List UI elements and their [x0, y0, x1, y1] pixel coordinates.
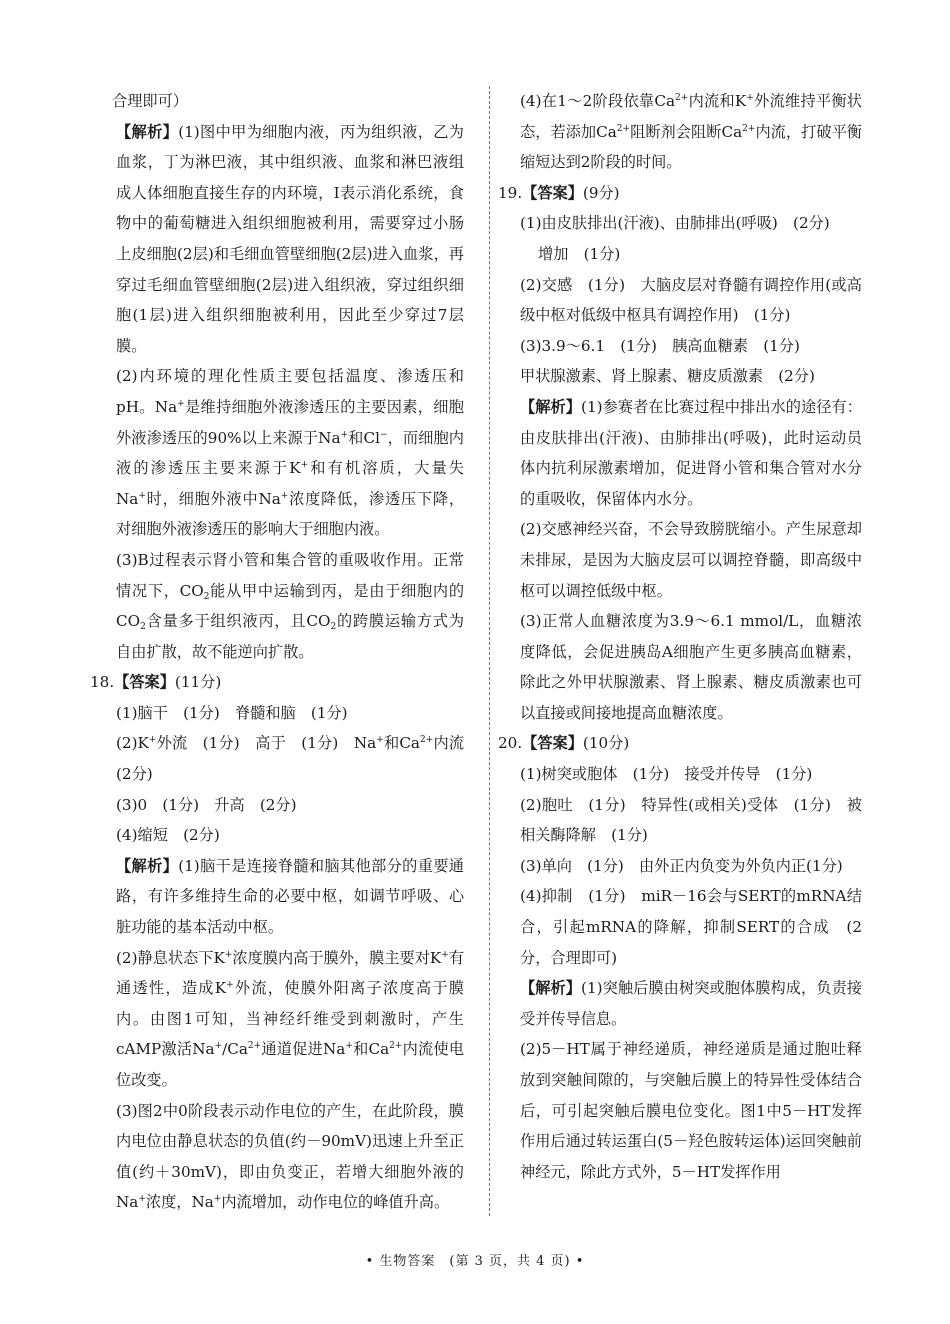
analysis-paragraph: (2)交感神经兴奋，不会导致膀胱缩小。产生尿意却未排尿，是因为大脑皮层可以调控脊髓，即高级中枢可以调控低级中枢。 — [520, 520, 862, 600]
answer-line: (2)K+外流 (1分) 高于 (1分) Na+和$Ca^{2+}$内流 (2分) — [116, 734, 480, 784]
answer-line: (1)由皮肤排出(汗液)、由肺排出(呼吸) (2分) — [520, 214, 830, 233]
answer-line: (2)胞吐 (1分) 特异性(或相关)受体 (1分) 被相关酶降解 (1分) — [520, 795, 862, 845]
answer-line: 增加 (1分) — [538, 244, 621, 263]
answer-line: (3)3.9～6.1 (1分) 胰高血糖素 (1分) — [520, 336, 800, 355]
left-column — [90, 86, 480, 1218]
question-18-header: 18.【答案】(11分) — [90, 673, 222, 692]
analysis-paragraph: 【解析】(1)突触后膜由树突或胞体膜构成，负责接受并传导信息。 — [520, 979, 862, 1028]
answer-line: (1)树突或胞体 (1分) 接受并传导 (1分) — [520, 765, 813, 784]
analysis-paragraph: (2)静息状态下K+浓度膜内高于膜外，膜主要对K+有通透性，造成K+外流，使膜外阳离子浓度高于膜内。由图1可知，当神经纤维受到刺激时，产生cAMP激活$Na^+/Ca^{2+}$通道促进Na+和$Ca^{2+}$内流使电位改变。 — [116, 948, 465, 1089]
analysis-paragraph: 【解析】(1)参赛者在比赛过程中排出水的途径有：由皮肤排出(汗液)、由肺排出(呼吸)，此时运动员体内抗利尿激素增加，促进肾小管和集合管对水分的重吸收，保留体内水分。 — [520, 397, 862, 508]
column-divider — [489, 86, 490, 1216]
right-column — [498, 86, 862, 1187]
question-20-header: 20.【答案】(10分) — [498, 734, 630, 753]
question-19-header: 19.【答案】(9分) — [498, 183, 620, 202]
analysis-tag: 【解析】 — [116, 122, 179, 141]
analysis-paragraph: (3)图2中0阶段表示动作电位的产生，在此阶段，膜内电位由静息状态的负值(约－90mV)迅速上升至正值(约＋30mV)，即由负变正，若增大细胞外液的Na+浓度，Na+内流增加，动作电位的峰值升高。 — [116, 1101, 464, 1212]
answer-line: (1)脑干 (1分) 脊髓和脑 (1分) — [116, 703, 348, 722]
answer-line: (2)交感 (1分) 大脑皮层对脊髓有调控作用(或高级中枢对低级中枢具有调控作用) (1分) — [520, 275, 862, 325]
text-line: 合理即可） — [112, 92, 188, 110]
analysis-paragraph: (4)在1～2阶段依靠$Ca^{2+}$内流和K+外流维持平衡状态，若添加$Ca^{2+}$阻断剂会阻断$Ca^{2+}$内流，打破平衡缩短达到2阶段的时间。 — [520, 92, 862, 172]
analysis-paragraph-1: 【解析】(1)图中甲为细胞内液，丙为组织液，乙为血浆，丁为淋巴液，其中组织液、血浆和淋巴液组成人体细胞直接生存的内环境，Ⅰ表示消化系统，食物中的葡萄糖进入组织细胞被利用，需要穿过小肠上皮细胞(2层)和毛细血管壁细胞(2层)进入血浆，再穿过毛细血管壁细胞(2层)进入组织液，穿过组织细胞(1层)进入组织细胞被利用，因此至少穿过7层膜。 — [116, 122, 464, 355]
analysis-paragraph-2: (2)内环境的理化性质主要包括温度、渗透压和pH。Na+是维持细胞外液渗透压的主要因素，细胞外液渗透压的90%以上来源于Na+和Cl−，而细胞内液的渗透压主要来源于K+和有机溶质，大量失Na+时，细胞外液中Na+浓度降低，渗透压下降，对细胞外液渗透压的影响大于细胞内液。 — [116, 367, 464, 539]
analysis-paragraph: (3)正常人血糖浓度为3.9～6.1 mmol/L，血糖浓度降低，会促进胰岛A细胞产生更多胰高血糖素，除此之外甲状腺激素、肾上腺素、糖皮质激素也可以直接或间接地提高血糖浓度。 — [520, 612, 862, 722]
answer-line: (3)0 (1分) 升高 (2分) — [116, 795, 297, 814]
answer-line: (4)缩短 (2分) — [116, 826, 220, 845]
page-footer: • 生物答案 (第 3 页，共 4 页) • — [365, 1254, 585, 1269]
answer-line: (4)抑制 (1分) miR－16会与SERT的mRNA结合，引起mRNA的降解，抑制SERT的合成 (2分，合理即可) — [520, 887, 862, 967]
analysis-paragraph-3: (3)B过程表示肾小管和集合管的重吸收作用。正常情况下，$CO_2$能从甲中运输到丙，是由于细胞内的$CO_2$含量多于组织液丙，且$CO_2$的跨膜运输方式为自由扩散，故不能逆向扩散。 — [116, 550, 465, 661]
answer-line: 甲状腺激素、肾上腺素、糖皮质激素 (2分) — [520, 367, 815, 386]
analysis-paragraph: (2)5－HT属于神经递质，神经递质是通过胞吐释放到突触间隙的，与突触后膜上的特异性受体结合后，可引起突触后膜电位变化。图1中5－HT发挥作用后通过转运蛋白(5－羟色胺转运体)运回突触前神经元，除此方式外，5－HT发挥作用 — [520, 1040, 862, 1181]
answer-line: (3)单向 (1分) 由外正内负变为外负内正(1分) — [520, 856, 843, 875]
analysis-paragraph: 【解析】(1)脑干是连接脊髓和脑其他部分的重要通路，有许多维持生命的必要中枢，如调节呼吸、心脏功能的基本活动中枢。 — [116, 856, 464, 937]
